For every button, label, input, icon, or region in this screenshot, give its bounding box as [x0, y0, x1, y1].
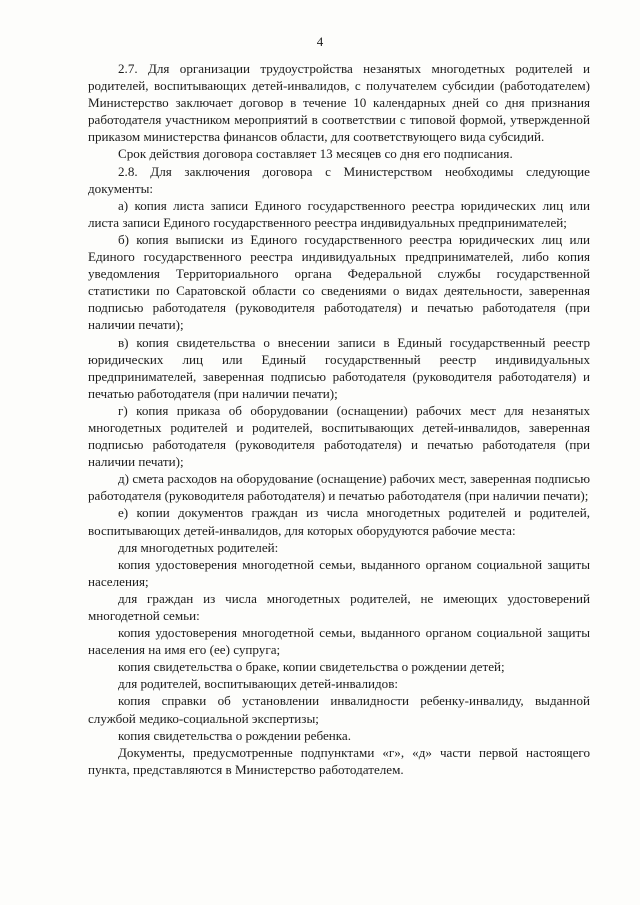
list-item-g: г) копия приказа об оборудовании (оснащении) рабочих мест для незанятых многодетных родителей и родителей, воспитывающих детей-инвалидов, заверенная подписью работодателя (руководителя работодателя) и печатью работодателя (при наличии печати);	[88, 402, 590, 470]
subheading-large-families: для многодетных родителей:	[118, 539, 279, 555]
list-item-d: д) смета расходов на оборудование (оснащение) рабочих мест, заверенная подписью работодателя (руководителя работодателя) и печатью работодателя (при наличии печати);	[88, 471, 590, 504]
list-item-a: а) копия листа записи Единого государственного реестра юридических лиц или листа записи Единого государственного реестра индивидуальных предпринимателей;	[88, 197, 590, 230]
paragraph-submission-note: Документы, предусмотренные подпунктами «г», «д» части первой настоящего пункта, представляются в Министерство работодателем.	[88, 744, 590, 777]
list-item-e: е) копии документов граждан из числа многодетных родителей и родителей, воспитывающих детей-инвалидов, для которых оборудуются рабочие места:	[88, 505, 590, 538]
doc-spouse-certificate: копия удостоверения многодетной семьи, выданного органом социальной защиты населения на имя его (ее) супруга;	[88, 625, 590, 658]
doc-disability-certificate: копия справки об установлении инвалидности ребенку-инвалиду, выданной службой медико-социальной экспертизы;	[88, 693, 590, 726]
page-number: 4	[316, 34, 324, 49]
doc-marriage-birth-certificates: копия свидетельства о браке, копии свидетельства о рождении детей;	[118, 659, 505, 675]
subheading-disabled-children-parents: для родителей, воспитывающих детей-инвалидов:	[118, 676, 399, 692]
list-item-v: в) копия свидетельства о внесении записи в Единый государственный реестр юридических лиц или Единый государственный реестр индивидуальных предпринимателей, заверенная подписью работодателя (руководителя работодателя) и печатью работодателя (при наличии печати);	[88, 334, 590, 401]
subheading-without-certificate: для граждан из числа многодетных родителей, не имеющих удостоверений многодетной семьи:	[88, 590, 590, 623]
paragraph-2-7: 2.7. Для организации трудоустройства незанятых многодетных родителей и родителей, воспитывающих детей-инвалидов, с получателем субсидии (работодателем) Министерство заключает договор в течение 10 календарных дней со дня признания работодателя участником мероприятий в соответствии с типовой формой, утвержденной приказом министерства финансов области, для соответствующего вида субсидий.	[88, 61, 590, 145]
document-body	[88, 60, 590, 778]
list-item-b: б) копия выписки из Единого государственного реестра юридических лиц или Единого государственного реестра индивидуальных предпринимателей, либо копия уведомления Территориального органа Федеральной службы государственной статистики по Саратовской области со сведениями о видах деятельности, заверенная подписью работодателя (руководителя работодателя) и печатью работодателя (при наличии печати);	[88, 231, 590, 333]
doc-large-family-certificate: копия удостоверения многодетной семьи, выданного органом социальной защиты населения;	[88, 556, 590, 589]
paragraph-contract-term: Срок действия договора составляет 13 месяцев со дня его подписания.	[118, 146, 513, 162]
paragraph-2-8: 2.8. Для заключения договора с Министерством необходимы следующие документы:	[88, 163, 590, 196]
doc-child-birth-certificate: копия свидетельства о рождении ребенка.	[118, 727, 352, 743]
